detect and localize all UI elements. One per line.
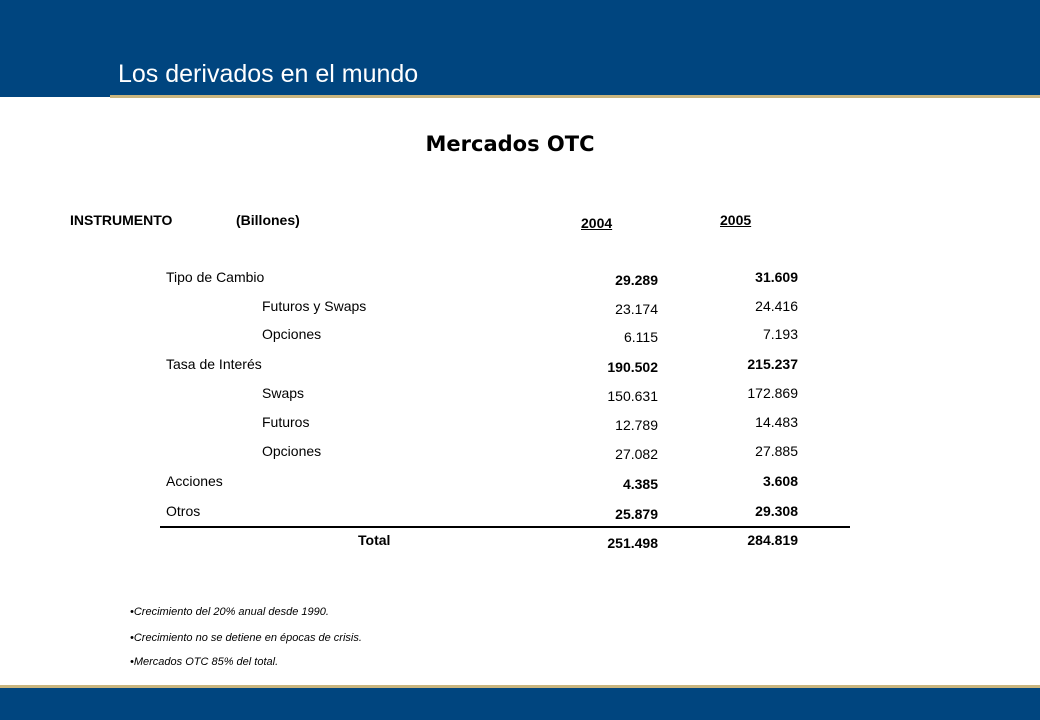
value-2005: 7.193	[762, 326, 798, 342]
value-2005: 31.609	[755, 269, 798, 285]
value-2004: 25.879	[615, 506, 658, 522]
bullet-note: •Mercados OTC 85% del total.	[130, 656, 279, 668]
footer-bar	[0, 688, 1040, 720]
value-2005: 3.608	[762, 473, 798, 489]
value-2004: 190.502	[607, 359, 658, 375]
value-2004: 29.289	[615, 272, 658, 288]
row-label: Acciones	[166, 473, 223, 489]
col-header-2005: 2005	[720, 212, 752, 228]
bullet-note: •Crecimiento del 20% anual desde 1990.	[130, 606, 329, 618]
value-2004: 150.631	[607, 388, 658, 404]
value-2005: 29.308	[755, 503, 798, 519]
row-label: Otros	[166, 503, 201, 519]
value-2005: 172.869	[747, 385, 798, 401]
row-label: Tasa de Interés	[166, 356, 262, 372]
col-header-units: (Billones)	[236, 212, 300, 228]
section-subtitle: Mercados OTC	[425, 132, 595, 156]
value-2005: 215.237	[747, 356, 798, 372]
value-2005: 14.483	[755, 414, 798, 430]
row-label: Futuros y Swaps	[262, 298, 367, 314]
total-2004: 251.498	[607, 535, 658, 551]
row-label: Swaps	[262, 385, 305, 401]
header-gold-rule	[110, 95, 1040, 98]
total-divider	[160, 526, 850, 528]
total-label: Total	[358, 532, 391, 548]
row-label: Tipo de Cambio	[166, 269, 265, 285]
value-2004: 4.385	[622, 476, 658, 492]
value-2004: 6.115	[624, 329, 658, 345]
value-2004: 12.789	[615, 417, 658, 433]
value-2004: 23.174	[615, 301, 658, 317]
row-label: Opciones	[262, 326, 322, 342]
col-header-instrument: INSTRUMENTO	[70, 212, 173, 228]
row-label: Opciones	[262, 443, 322, 459]
slide-title: Los derivados en el mundo	[118, 60, 419, 88]
value-2004: 27.082	[615, 446, 658, 462]
value-2005: 27.885	[755, 443, 798, 459]
value-2005: 24.416	[755, 298, 798, 314]
total-2005: 284.819	[747, 532, 798, 548]
col-header-2004: 2004	[581, 215, 613, 231]
row-label: Futuros	[262, 414, 310, 430]
bullet-note: •Crecimiento no se detiene en épocas de crisis.	[130, 632, 362, 644]
